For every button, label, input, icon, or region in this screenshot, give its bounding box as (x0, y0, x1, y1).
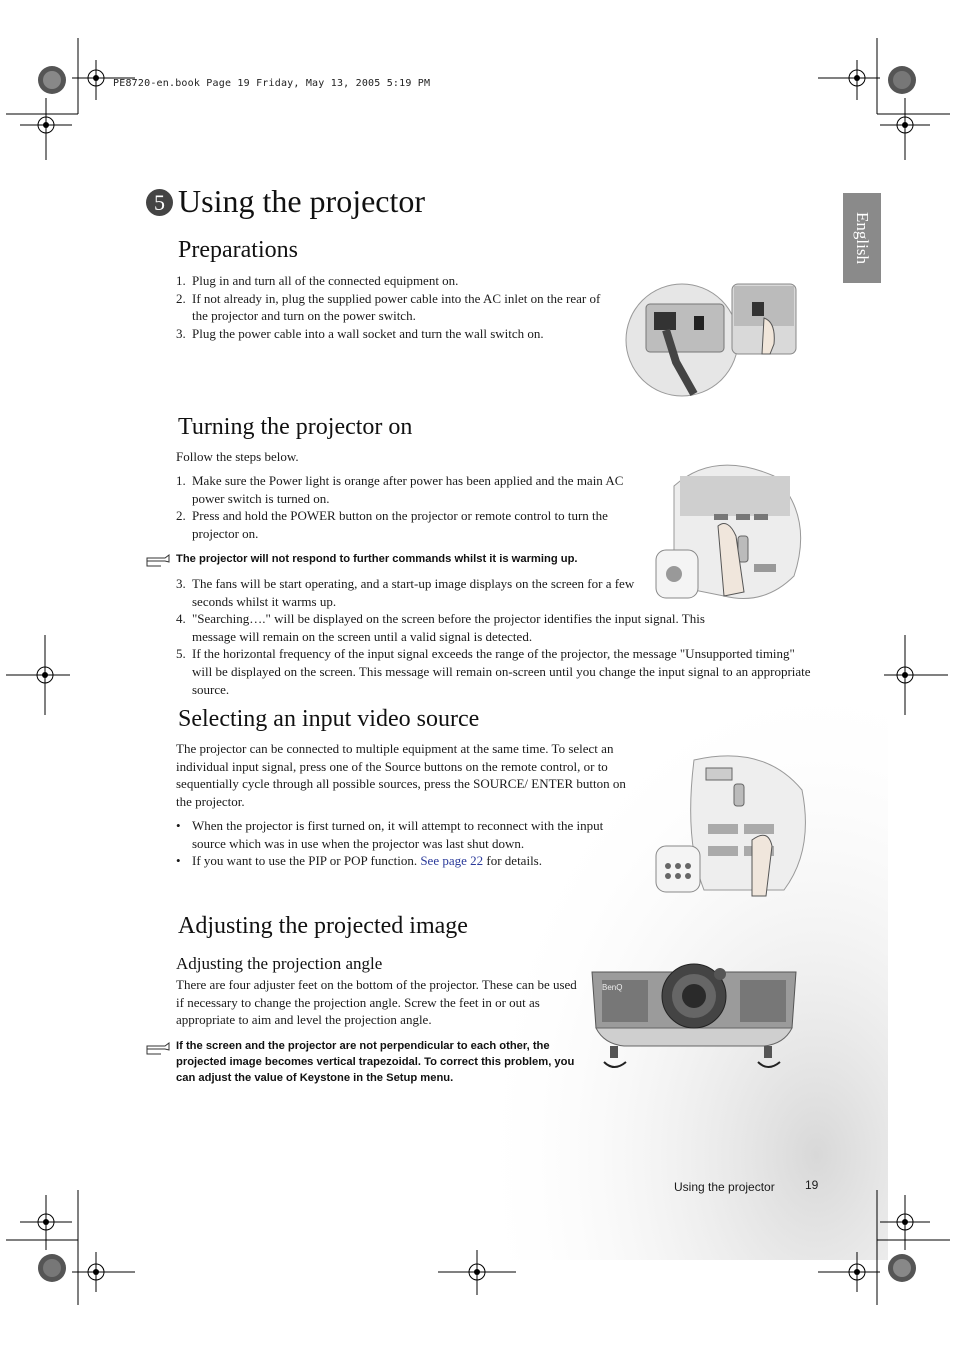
footer-page-number: 19 (805, 1178, 819, 1192)
turning-on-heading: Turning the projector on (178, 414, 413, 440)
turning-on-intro: Follow the steps below. (176, 449, 299, 464)
step-text: The fans will be start operating, and a start-up image displays on the screen for a few seconds whilst it warms up. (192, 576, 635, 609)
list-item (176, 472, 636, 507)
step-text: Plug the power cable into a wall socket and turn the wall switch on. (192, 325, 544, 341)
projector-illustration (588, 960, 800, 1075)
step-text-post: button on the projector or remote control to turn the projector on. (192, 508, 608, 541)
step-number: 2. (176, 508, 186, 524)
turning-on-steps-b (176, 575, 816, 698)
step-text: If not already in, plug the supplied power cable into the AC inlet on the rear of the projector and turn on the power switch. (192, 290, 601, 324)
bullet-dot: • (176, 853, 181, 869)
list-item (176, 645, 816, 698)
step-number: 4. (176, 611, 186, 627)
bullet-dot: • (176, 818, 181, 833)
list-item (176, 272, 606, 290)
power-cable-illustration (624, 282, 800, 398)
input-source-bullets (176, 817, 636, 870)
turning-on-steps-a (176, 472, 636, 542)
file-meta-header: PE8720-en.book Page 19 Friday, May 13, 2005 5:19 PM (113, 78, 431, 89)
step-text-pre: Press and hold the (192, 508, 291, 524)
step-number: 3. (176, 576, 186, 591)
adjusting-heading: Adjusting the projected image (178, 913, 468, 939)
chapter-title: Using the projector (178, 183, 426, 219)
keystone-note: If the screen and the projector are not perpendicular to each other, the projected image becomes vertical trapezoidal. To correct this problem, you can adjust the value of Keystone in the Setup menu. (176, 1040, 575, 1084)
adjusting-paragraph: There are four adjuster feet on the bottom of the projector. These can be used if necessary to change the projection angle. Screw the feet in or out as appropriate to aim and level the projection angle. (176, 977, 577, 1028)
list-item (176, 852, 636, 870)
list-item (176, 290, 606, 325)
step-number: 1. (176, 273, 186, 288)
paragraph-text-post: button on the projector. (176, 776, 626, 809)
step-text: If the horizontal frequency of the input signal exceeds the range of the projector, the message "Unsupported timing" will be displayed on the screen. This message will remain on-screen until you change the input signal to an appropriate source. (192, 646, 811, 697)
list-item (176, 507, 636, 542)
power-key-label: POWER (290, 508, 336, 524)
step-number: 3. (176, 325, 186, 341)
step-text: "Searching…." will be displayed on the screen before the projector identifies the input signal. This message will remain on the screen until a valid signal is detected. (192, 611, 705, 644)
warmup-note: The projector will not respond to further commands whilst it is warming up. (176, 553, 578, 565)
source-enter-key-label: SOURCE/ ENTER (473, 776, 574, 792)
projector-brand-label: BenQ (602, 983, 623, 992)
step-text: Make sure the Power light is orange after power has been applied and the main AC power switch is turned on. (192, 473, 624, 506)
language-tab-label: English (853, 212, 872, 264)
bullet-text-post: for details. (483, 853, 542, 869)
step-number: 1. (176, 473, 186, 488)
paragraph-text-pre: The projector can be connected to multiple equipment at the same time. To select an individual input signal, press one of the Source buttons on the remote control, or to sequentially cycle through all possible sources, press the (176, 741, 614, 792)
list-item (176, 325, 606, 343)
list-item (176, 817, 636, 852)
source-button-illustration (654, 750, 808, 900)
list-item (176, 610, 712, 645)
see-page-22-link[interactable]: See page 22 (420, 853, 484, 869)
step-number: 5. (176, 646, 186, 662)
bullet-text-pre: If you want to use the PIP or POP function. (192, 853, 421, 869)
preparations-heading: Preparations (178, 237, 298, 263)
step-number: 2. (176, 290, 186, 306)
language-tab (843, 193, 881, 283)
input-source-heading: Selecting an input video source (178, 706, 480, 732)
note-pen-icon (145, 1040, 171, 1056)
list-item (176, 575, 642, 610)
chapter-number-badge: 5 (146, 189, 173, 216)
note-pen-icon (145, 552, 171, 568)
input-source-paragraph (176, 740, 641, 810)
footer-section-title: Using the projector (674, 1180, 775, 1194)
step-text: Plug in and turn all of the connected equipment on. (192, 273, 459, 288)
adjusting-subheading: Adjusting the projection angle (176, 954, 383, 973)
bullet-text: When the projector is first turned on, it will attempt to reconnect with the input source which was in use when the projector was last shut down. (192, 818, 604, 851)
preparations-steps (176, 272, 606, 342)
